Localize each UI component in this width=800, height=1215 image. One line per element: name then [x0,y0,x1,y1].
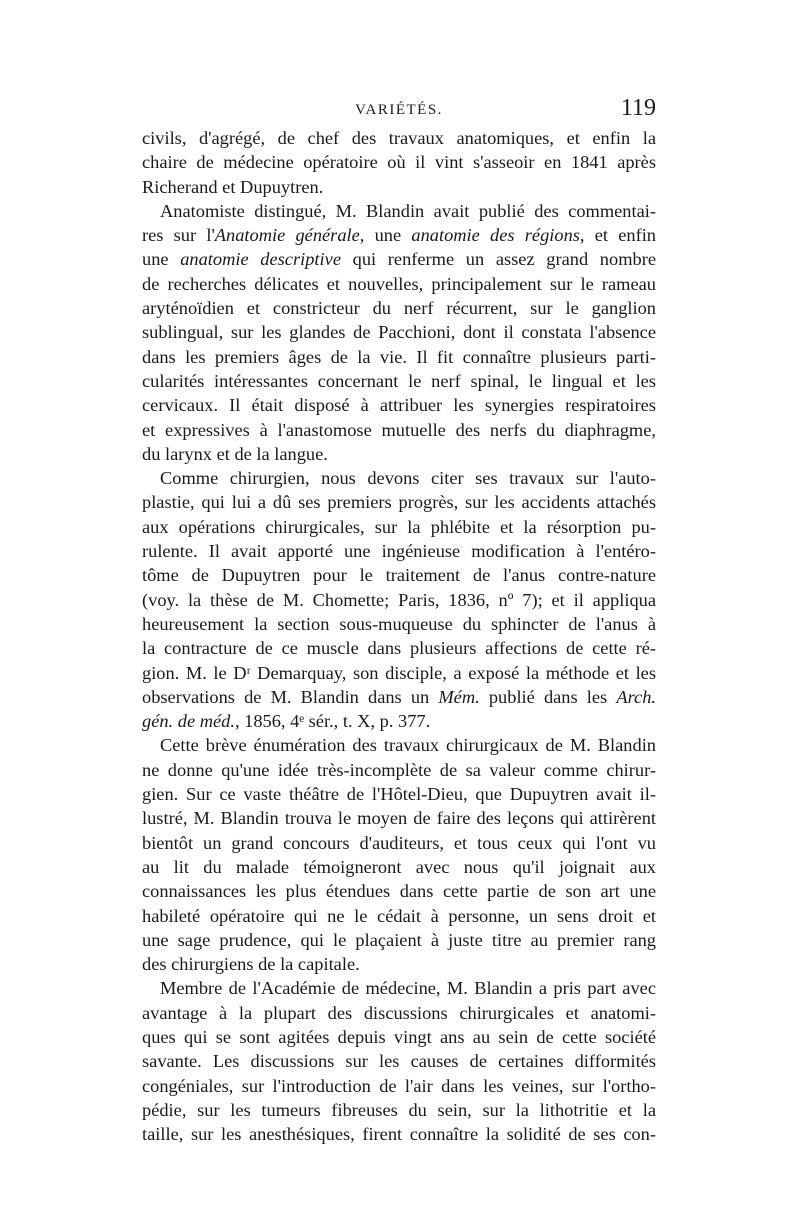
text-line: dans les premiers âges de la vie. Il fit connaître plusieurs parti- [142,346,656,367]
text-line: sublingual, sur les glandes de Pacchioni, dont il constata l'absence [142,322,656,343]
text-line: habileté opératoire qui ne le cédait à personne, un sens droit et [142,905,656,926]
text-line: cervicaux. Il était disposé à attribuer les synergies respiratoires [142,395,656,416]
text-line: tôme de Dupuytren pour le traitement de l'anus contre-nature [142,565,656,586]
text-run: publié dans les [479,686,617,707]
text-line: plastie, qui lui a dû ses premiers progrès, sur les accidents attachés [142,492,656,513]
body-text [142,126,656,1146]
text-line: chaire de médecine opératoire où il vint s'asseoir en 1841 après [142,152,656,173]
text-line: rulente. Il avait apporté une ingénieuse modification à l'entéro- [142,541,656,562]
text-line: connaissances les plus étendues dans cette partie de son art une [142,881,656,902]
text-line: bientôt un grand concours d'auditeurs, et tous ceux qui l'ont vu [142,832,656,853]
text-line: heureusement la section sous-muqueuse du sphincter de l'anus à [142,613,656,634]
text-line: aux opérations chirurgicales, sur la phlébite et la résorption pu- [142,516,656,537]
text-line [142,709,656,733]
text-line: la contracture de ce muscle dans plusieurs affections de cette ré- [142,638,656,659]
text-run: , et enfin [579,225,656,246]
text-run: , 1856, 4ᵉ sér., t. X, p. 377. [234,711,431,732]
text-line [142,223,656,247]
italic-text: Arch. [616,686,656,707]
text-line: congéniales, sur l'introduction de l'air dans les veines, sur l'ortho- [142,1075,656,1096]
text-line: gion. M. le Dʳ Demarquay, son disciple, a exposé la méthode et les [142,662,656,683]
text-line [142,685,656,709]
running-head [142,95,656,125]
italic-text: anatomie descriptive [180,249,341,270]
text-line [142,247,656,271]
text-line: taille, sur les anesthésiques, firent connaître la solidité de ses con- [142,1124,656,1145]
text-line: savante. Les discussions sur les causes de certaines difformités [142,1051,656,1072]
text-line: du larynx et de la langue. [142,443,328,464]
text-line: Membre de l'Académie de médecine, M. Blandin a pris part avec [160,978,656,999]
text-line: cularités intéressantes concernant le nerf spinal, le lingual et les [142,370,656,391]
italic-text: anatomie des régions [411,225,580,246]
italic-text: gén. de méd. [142,711,235,732]
text-line: Cette brève énumération des travaux chirurgicaux de M. Blandin [160,735,656,756]
text-line: aryténoïdien et constricteur du nerf récurrent, sur le ganglion [142,298,656,319]
text-line: Anatomiste distingué, M. Blandin avait publié des commentai- [160,200,656,221]
text-run: une [142,249,181,270]
text-line: ne donne qu'une idée très-incomplète de sa valeur comme chirur- [142,759,656,780]
text-line: au lit du malade témoigneront avec nous qu'il joignait aux [142,856,656,877]
text-line: ques qui se sont agitées depuis vingt ans au sein de cette société [142,1026,656,1047]
text-run: res sur l' [142,225,215,246]
running-title: VARIÉTÉS. [355,102,443,118]
text-line: de recherches délicates et nouvelles, principalement sur le rameau [142,273,656,294]
text-run: , une [359,225,412,246]
text-line: Richerand et Dupuytren. [142,176,324,197]
text-line: des chirurgiens de la capitale. [142,954,360,975]
italic-text: Mém. [438,686,480,707]
text-line: avantage à la plupart des discussions chirurgicales et anatomi- [142,1002,656,1023]
text-line: pédie, sur les tumeurs fibreuses du sein, sur la lithotritie et la [142,1099,656,1120]
page-number: 119 [620,95,656,121]
text-line: civils, d'agrégé, de chef des travaux anatomiques, et enfin la [142,128,656,148]
text-line: gien. Sur ce vaste théâtre de l'Hôtel-Dieu, que Dupuytren avait il- [142,784,656,805]
text-line: Comme chirurgien, nous devons citer ses travaux sur l'auto- [160,468,656,489]
text-line: lustré, M. Blandin trouva le moyen de faire des leçons qui attirèrent [142,808,656,829]
text-run: observations de M. Blandin dans un [142,686,439,707]
text-line: et expressives à l'anastomose mutuelle des nerfs du diaphragme, [142,419,656,440]
text-line: une sage prudence, qui le plaçaient à juste titre au premier rang [142,929,656,950]
text-line: (voy. la thèse de M. Chomette; Paris, 1836, nº 7); et il appliqua [142,589,656,610]
text-run: qui renferme un assez grand nombre [340,249,656,270]
italic-text: Anatomie générale [214,225,360,246]
